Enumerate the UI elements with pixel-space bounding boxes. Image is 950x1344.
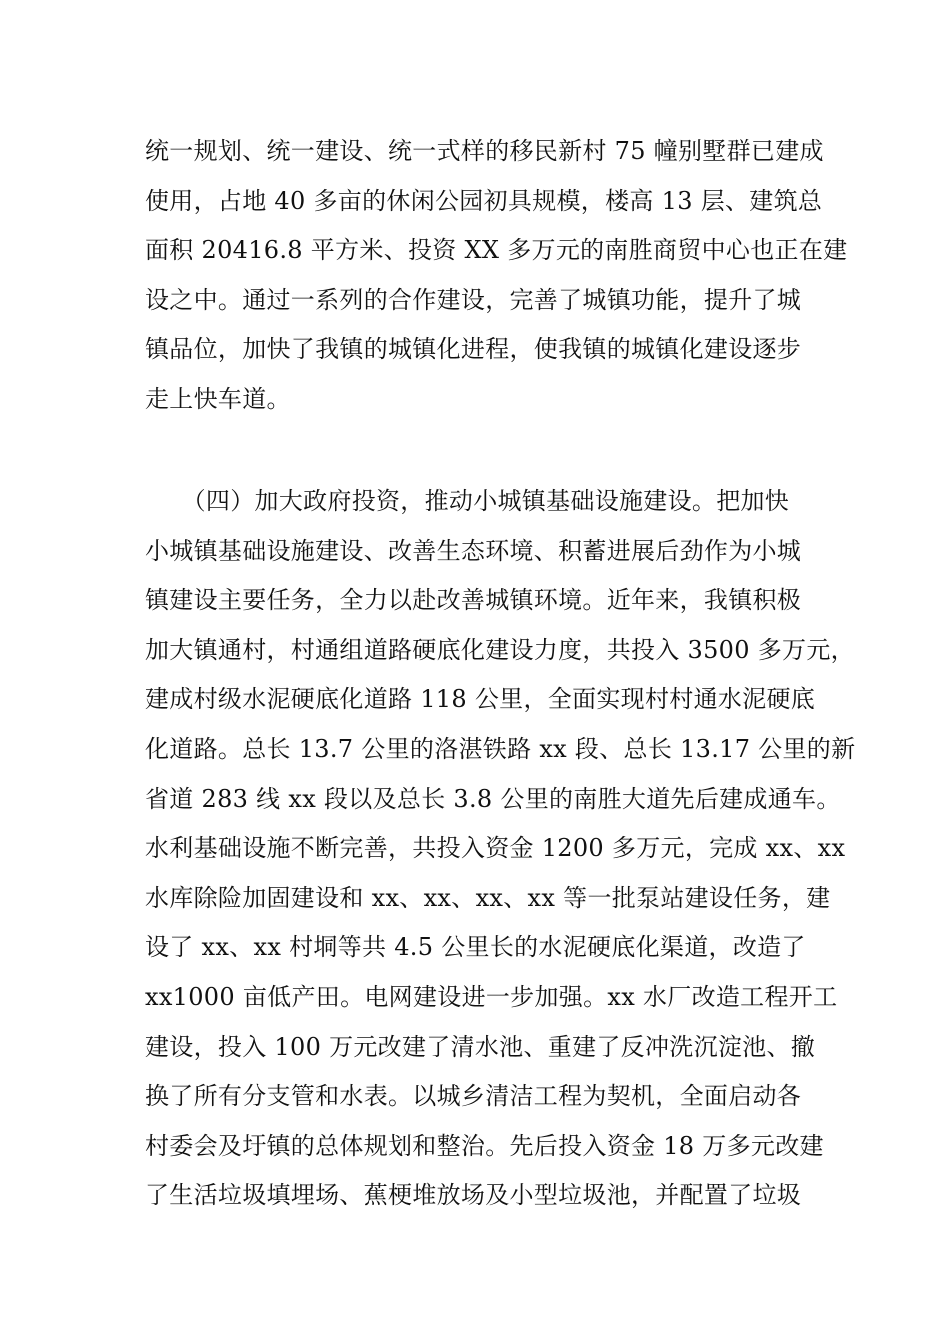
text-line: 设了 xx、xx 村垌等共 4.5 公里长的水泥硬底化渠道，改造了: [145, 933, 806, 962]
paragraph-1: [145, 127, 848, 425]
text-line: 建成村级水泥硬底化道路 118 公里，全面实现村村通水泥硬底: [145, 685, 816, 714]
text-line: 设之中。通过一系列的合作建设，完善了城镇功能，提升了城: [145, 285, 802, 314]
paragraph-2: [145, 477, 856, 1221]
text-line: 了生活垃圾填埋场、蕉梗堆放场及小型垃圾池，并配置了垃圾: [145, 1181, 802, 1210]
text-line: 镇品位，加快了我镇的城镇化进程，使我镇的城镇化建设逐步: [145, 335, 802, 364]
text-line: 水利基础设施不断完善，共投入资金 1200 多万元，完成 xx、xx: [145, 834, 846, 863]
text-line: 小城镇基础设施建设、改善生态环境、积蓄进展后劲作为小城: [145, 536, 802, 565]
text-line: 省道 283 线 xx 段以及总长 3.8 公里的南胜大道先后建成通车。: [145, 784, 841, 813]
text-line: 镇建设主要任务，全力以赴改善城镇环境。近年来，我镇积极: [145, 586, 802, 615]
text-line: 水库除险加固建设和 xx、xx、xx、xx 等一批泵站建设任务，建: [145, 883, 831, 912]
text-line: 面积 20416.8 平方米、投资 XX 多万元的南胜商贸中心也正在建: [145, 236, 848, 265]
text-line: xx1000 亩低产田。电网建设进一步加强。xx 水厂改造工程开工: [145, 982, 838, 1011]
text-line: 走上快车道。: [145, 384, 291, 413]
text-line: 村委会及圩镇的总体规划和整治。先后投入资金 18 万多元改建: [145, 1131, 824, 1160]
text-line: 建设，投入 100 万元改建了清水池、重建了反冲洗沉淀池、撤: [145, 1032, 816, 1061]
text-line: （四）加大政府投资，推动小城镇基础设施建设。把加快: [145, 487, 790, 515]
text-line: 统一规划、统一建设、统一式样的移民新村 75 幢别墅群已建成: [145, 137, 824, 165]
text-line: 换了所有分支管和水表。以城乡清洁工程为契机，全面启动各: [145, 1082, 802, 1111]
text-line: 化道路。总长 13.7 公里的洛湛铁路 xx 段、总长 13.17 公里的新: [145, 734, 856, 763]
text-line: 加大镇通村，村通组道路硬底化建设力度，共投入 3500 多万元，: [145, 635, 855, 664]
text-line: 使用，占地 40 多亩的休闲公园初具规模，楼高 13 层、建筑总: [145, 186, 823, 215]
